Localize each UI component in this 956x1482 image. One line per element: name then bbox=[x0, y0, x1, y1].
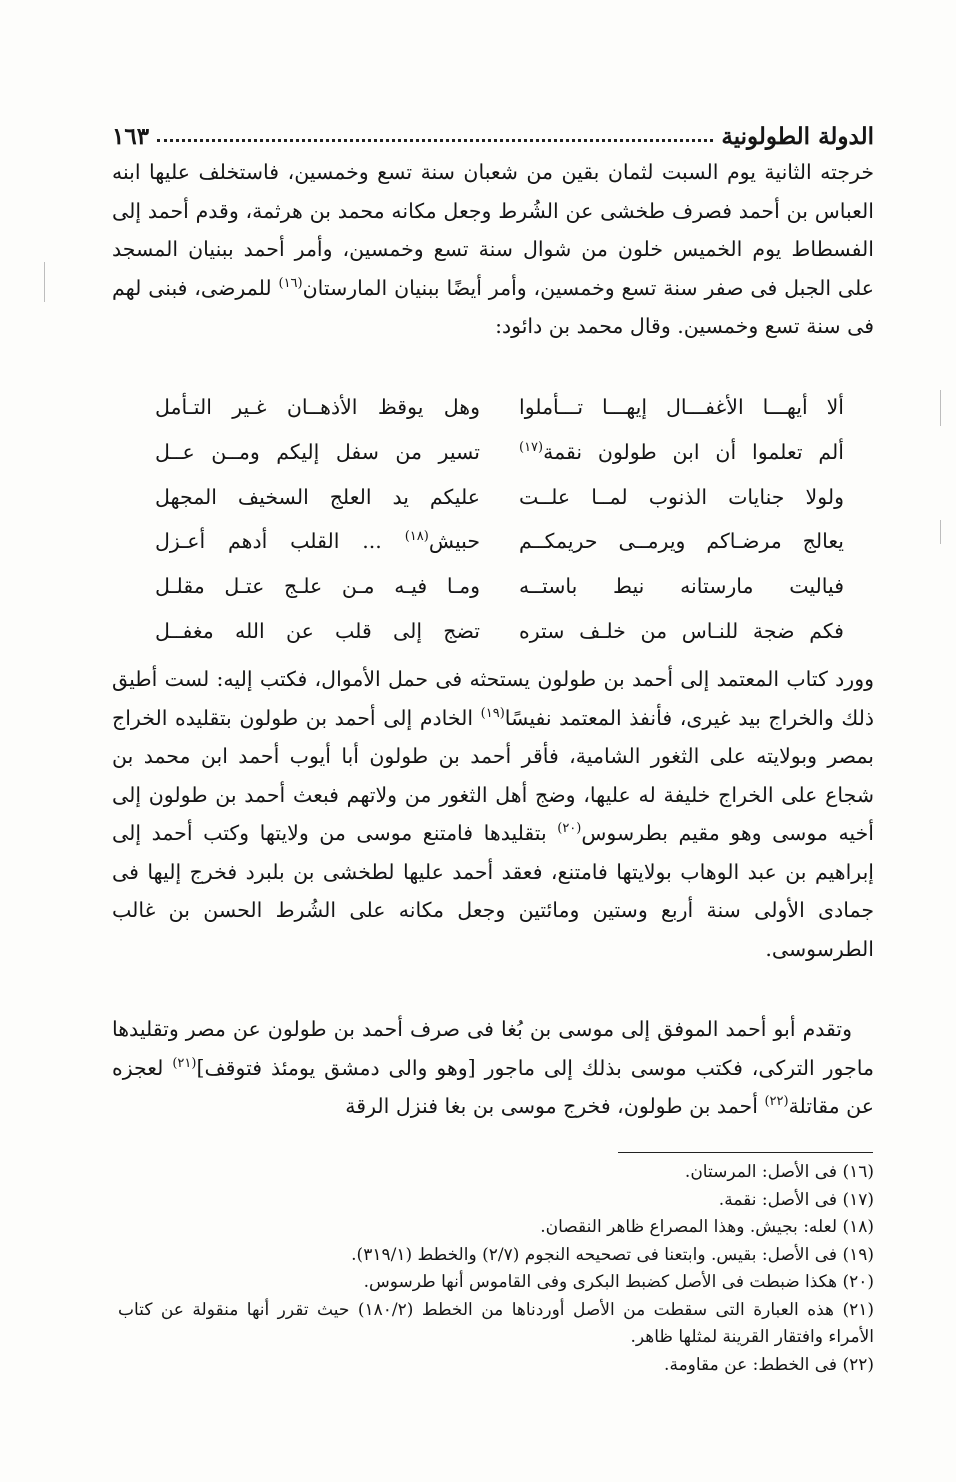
footnote-text: لعله: بجيش. وهذا المصراع ظاهر النقصان. bbox=[540, 1217, 838, 1237]
footnote bbox=[118, 1242, 874, 1270]
verse-second-hemistich: عليكم يد العلج السخيف المجهل bbox=[155, 484, 480, 509]
paragraph-text: للمرضى، فبنى لهم فى سنة تسع وخمسين. وقال محمد بن دائود: bbox=[112, 275, 874, 338]
hemistich-text: ... القلب أدهم أعـزل bbox=[155, 529, 405, 554]
footnote-ref[interactable]: (٢٢) bbox=[764, 1094, 789, 1110]
paragraph-text: خرجته الثانية يوم السبت لثمان بقين من شعبان سنة تسع وخمسين، فاستخلف عليها ابنه العباس بن أحمد فصرف طخشى عن الشُرط وجعل مكانه محمد بن هرثمة، وقدم أحمد إلى الفسطاط يوم الخميس خلون من شوال سنة تسع وخمسين، وأمر أحمد ببنيان المسجد على الجبل فى صفر سنة تسع وخمسين، وأمر أيضًا ببنيان المارستان bbox=[112, 160, 875, 300]
verse-first-hemistich: ألا أيهـــا الأغفـــال إيهـــا تـــأملوا bbox=[519, 395, 844, 419]
scan-mark bbox=[940, 390, 941, 426]
footnote-separator bbox=[618, 1152, 873, 1153]
footnote-ref[interactable]: (٢٠) bbox=[557, 821, 582, 837]
paragraph-1 bbox=[112, 153, 874, 346]
verse-second-hemistich: وهل يوقظ الأذهــان غـير التـأمل bbox=[155, 395, 480, 419]
footnote-text: فى الأصل: بقيس. وابتعنا فى تصحيحه النجوم (٢/٧) والخطط (٣١٩/١). bbox=[351, 1244, 838, 1265]
verse bbox=[155, 564, 844, 609]
footnote-number: (١٧) bbox=[842, 1189, 874, 1210]
verse-first-hemistich: فياليت مارستانه نيط باستــه bbox=[519, 574, 844, 599]
footnote-number: (١٨) bbox=[842, 1217, 874, 1237]
poem bbox=[155, 385, 844, 654]
footnote-ref[interactable]: (١٩) bbox=[480, 705, 505, 721]
footnote-text: فى الأصل: نقمة. bbox=[718, 1189, 838, 1210]
footnote bbox=[118, 1352, 874, 1380]
footnote-text: فى الأصل: المرستان. bbox=[684, 1162, 838, 1182]
footnote-text: هذه العبارة التى سقطت من الأصل أوردناها من الخطط (١٨٠/٢) حيث تقرر أنها منقولة عن كتاب الأمراء وافتقار القرينة لمثلها ظاهر. bbox=[118, 1299, 874, 1347]
paragraph-text: أحمد بن طولون، فخرج موسى بن بغا فنزل الرقة bbox=[345, 1094, 765, 1118]
verse-first-hemistich: يعالج مرضـاكم ويرمــى حريمكــم bbox=[519, 529, 844, 554]
hemistich-text: حبيش bbox=[428, 529, 480, 554]
footnote bbox=[118, 1297, 874, 1352]
verse bbox=[155, 430, 844, 475]
footnote-text: فى الخطط: عن مقاومة. bbox=[664, 1354, 838, 1375]
header-leader-dots bbox=[157, 138, 713, 142]
footnote bbox=[118, 1269, 874, 1297]
paragraph-2 bbox=[112, 660, 874, 968]
verse-first-hemistich bbox=[519, 430, 844, 475]
verse bbox=[155, 385, 844, 430]
paragraph-text: بتقليدها فامتنع موسى من ولايتها وكتب أحمد إلى إبراهيم بن عبد الوهاب بولايتها فامتنع، فعقد أحمد عليها لطخشى بن بلبرد فخرج إليها فى جمادى الأولى سنة أربع وستين ومائتين وجعل مكانه على الشُرط الحسن بن غالب الطرسوسى. bbox=[112, 821, 874, 961]
scan-mark bbox=[940, 520, 941, 544]
footnote-number: (١٦) bbox=[842, 1162, 874, 1182]
footnote-number: (١٩) bbox=[842, 1244, 874, 1265]
footnote-ref[interactable]: (١٦) bbox=[278, 275, 303, 291]
verse-second-hemistich: ومـا فيـه مـن علـج عتـل مقلـل bbox=[155, 574, 480, 599]
running-header bbox=[112, 104, 874, 150]
footnote-text: هكذا ضبطت فى الأصل كضبط البكرى وفى القاموس أنها طرسوس. bbox=[363, 1272, 838, 1292]
hemistich-text: ألم تعلموا أن ابن طولون نقمة bbox=[543, 439, 844, 464]
verse-second-hemistich bbox=[155, 519, 480, 564]
footnote-number: (٢١) bbox=[842, 1299, 874, 1320]
scan-mark bbox=[44, 262, 45, 302]
paragraph-text: وورد كتاب المعتمد إلى أحمد بن طولون يستحثه فى حمل الأموال، فكتب إليه: لست أطيق ذلك والخراج بيد غيرى، فأنفذ المعتمد نفيسًا bbox=[112, 667, 874, 730]
footnote bbox=[118, 1214, 874, 1242]
paragraph-text: الخادم إلى أحمد بن طولون بتقليده الخراج بمصر وبولايته على الثغور الشامية، فأقر أحمد بن طولون أبا أيوب أحمد ابن محمد بن شجاع على الخراج خليفة له عليها، وضج أهل الثغور من ولاتهم فبعث أحمد بن طولون إلى أخيه موسى وهو مقيم بطرسوس bbox=[112, 705, 874, 845]
footnote-ref[interactable]: (١٨) bbox=[404, 529, 429, 545]
verse-first-hemistich: ولولا جنايات الذنوب لمــا علــت bbox=[519, 484, 844, 509]
page-number: ١٦٣ bbox=[112, 123, 150, 150]
verse-first-hemistich: فكم ضجة للنـاس من خلـف ستره bbox=[519, 618, 844, 643]
footnote-ref[interactable]: (١٧) bbox=[519, 439, 544, 455]
footnote-number: (٢٢) bbox=[842, 1354, 874, 1375]
footnote bbox=[118, 1187, 874, 1215]
paragraph-3 bbox=[112, 1010, 874, 1126]
paragraph-text: لعجزه عن مقاتلة bbox=[112, 1055, 874, 1118]
verse bbox=[155, 519, 844, 564]
footnote bbox=[118, 1159, 874, 1187]
verse-second-hemistich: تسير من سفل إليكم ومــن عــل bbox=[155, 439, 480, 464]
footnote-ref[interactable]: (٢١) bbox=[172, 1055, 197, 1071]
verse bbox=[155, 609, 844, 654]
footnotes bbox=[118, 1159, 874, 1379]
paragraph-text: وتقدم أبو أحمد الموفق إلى موسى بن بُغا فى صرف أحمد بن طولون عن مصر وتقليدها ماجور التركى، فكتب موسى بذلك إلى ماجور [وهو والى دمشق يومئذ فتوقف] bbox=[112, 1017, 875, 1080]
verse bbox=[155, 475, 844, 520]
verse-second-hemistich: تضج إلى قلب عن الله مغفــل bbox=[155, 618, 480, 643]
header-title: الدولة الطولونية bbox=[721, 123, 874, 150]
footnote-number: (٢٠) bbox=[842, 1272, 874, 1292]
